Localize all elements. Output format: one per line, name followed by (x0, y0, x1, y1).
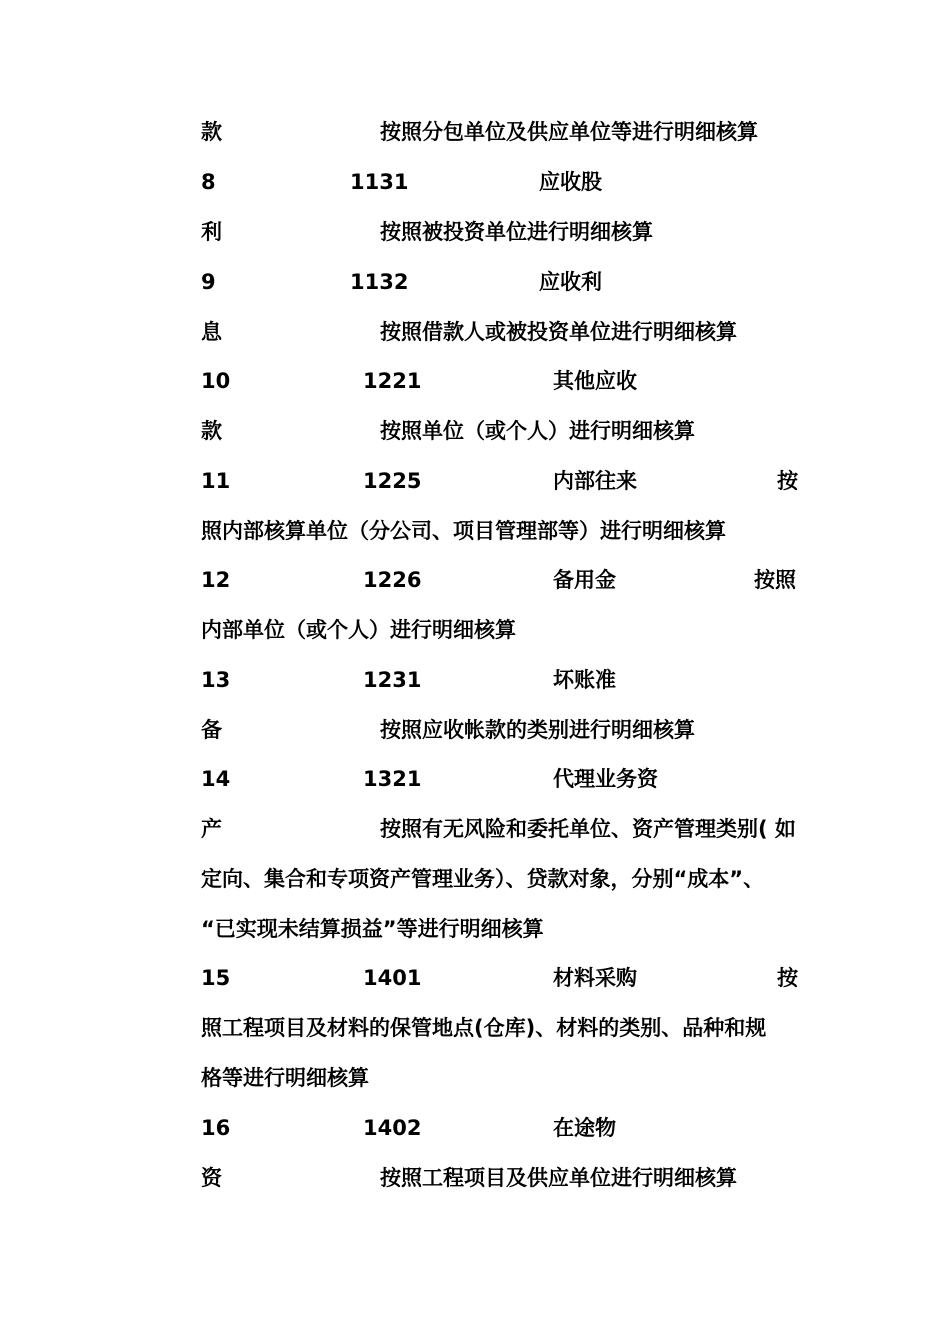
account-code: 1131 (350, 170, 409, 194)
account-row (0, 764, 950, 794)
row-number: 16 (201, 1116, 231, 1140)
account-name: 在途物 (553, 1116, 616, 1140)
account-code: 1226 (363, 568, 422, 592)
accounting-rule: 按照分包单位及供应单位等进行明细核算 (380, 120, 758, 144)
text-line (0, 1063, 950, 1093)
text-line (0, 416, 950, 446)
row-number: 12 (201, 568, 231, 592)
accounting-rule: 格等进行明细核算 (201, 1066, 369, 1090)
account-name-tail: 款 (201, 120, 222, 144)
row-number: 14 (201, 767, 231, 791)
row-number: 13 (201, 668, 231, 692)
account-code: 1321 (363, 767, 422, 791)
row-number: 9 (201, 270, 216, 294)
account-name-tail: 备 (201, 718, 222, 742)
account-name-tail: 息 (201, 320, 222, 344)
accounting-rule: 照工程项目及材料的保管地点(仓库)、材料的类别、品种和规 (201, 1016, 767, 1040)
accounting-rule: “已实现未结算损益”等进行明细核算 (201, 917, 544, 941)
account-name: 备用金 (553, 568, 616, 592)
row-number: 10 (201, 369, 231, 393)
text-line (0, 117, 950, 147)
accounting-rule: 按照借款人或被投资单位进行明细核算 (380, 320, 737, 344)
accounting-rule-start: 按 (777, 469, 798, 493)
account-name: 坏账准 (553, 668, 616, 692)
text-line (0, 516, 950, 546)
accounting-rule: 按照单位（或个人）进行明细核算 (380, 419, 695, 443)
account-row (0, 267, 950, 297)
account-name: 应收利 (539, 270, 602, 294)
accounting-rule: 按照应收帐款的类别进行明细核算 (380, 718, 695, 742)
text-line (0, 217, 950, 247)
accounting-rule: 按照有无风险和委托单位、资产管理类别( 如 (380, 817, 796, 841)
text-line (0, 317, 950, 347)
accounting-rule: 按照被投资单位进行明细核算 (380, 220, 653, 244)
account-row (0, 167, 950, 197)
accounting-rule: 定向、集合和专项资产管理业务）、贷款对象，分别“成本”、 (201, 867, 765, 891)
text-line (0, 715, 950, 745)
account-row (0, 366, 950, 396)
account-row (0, 565, 950, 595)
account-row (0, 1113, 950, 1143)
account-name: 代理业务资 (553, 767, 658, 791)
account-code: 1132 (350, 270, 409, 294)
account-code: 1402 (363, 1116, 422, 1140)
account-code: 1225 (363, 469, 422, 493)
accounting-rule-start: 按 (777, 966, 798, 990)
account-code: 1231 (363, 668, 422, 692)
row-number: 15 (201, 966, 231, 990)
text-line (0, 814, 950, 844)
accounting-rule-start: 按照 (754, 568, 796, 592)
account-row (0, 466, 950, 496)
text-line (0, 1013, 950, 1043)
accounting-rule: 内部单位（或个人）进行明细核算 (201, 618, 516, 642)
account-row (0, 963, 950, 993)
accounting-rule: 按照工程项目及供应单位进行明细核算 (380, 1166, 737, 1190)
accounting-rule: 照内部核算单位（分公司、项目管理部等）进行明细核算 (201, 519, 726, 543)
row-number: 8 (201, 170, 216, 194)
account-code: 1401 (363, 966, 422, 990)
account-name: 其他应收 (553, 369, 637, 393)
row-number: 11 (201, 469, 231, 493)
account-name: 内部往来 (553, 469, 637, 493)
text-line (0, 914, 950, 944)
account-name: 材料采购 (553, 966, 637, 990)
account-code: 1221 (363, 369, 422, 393)
account-row (0, 665, 950, 695)
account-name-tail: 资 (201, 1166, 222, 1190)
account-name-tail: 款 (201, 419, 222, 443)
text-line (0, 1163, 950, 1193)
account-name-tail: 产 (201, 817, 222, 841)
text-line (0, 615, 950, 645)
text-line (0, 864, 950, 894)
account-name-tail: 利 (201, 220, 222, 244)
account-name: 应收股 (539, 170, 602, 194)
